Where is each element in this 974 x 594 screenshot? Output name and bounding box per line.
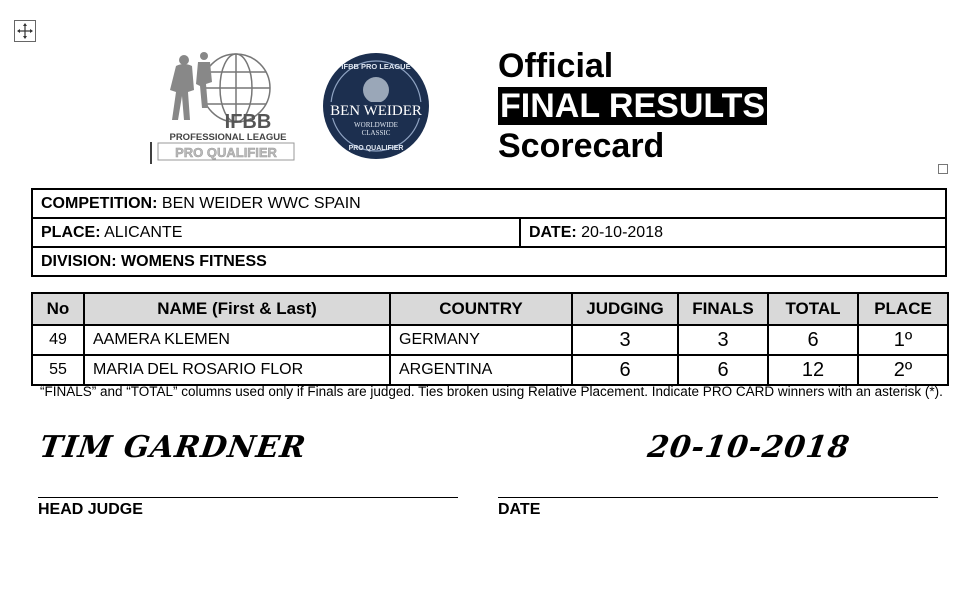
cell-finals: 6 (678, 355, 768, 385)
judge-signature-line (38, 497, 458, 498)
competition-label: COMPETITION: (41, 194, 158, 212)
ben-weider-classic-logo (322, 52, 430, 160)
competition-info-table (31, 188, 947, 277)
place-label: PLACE: (41, 223, 101, 241)
bw-logo-top-text: IFBB PRO LEAGUE (341, 62, 411, 71)
header-total: TOTAL (768, 293, 858, 325)
division-row (32, 247, 946, 276)
cell-total: 12 (768, 355, 858, 385)
date-label: DATE: (529, 223, 577, 241)
division-label: DIVISION: (41, 252, 117, 270)
header-place: PLACE (858, 293, 948, 325)
head-judge-signature: TIM GARDNER (37, 430, 309, 465)
move-handle-icon[interactable] (14, 20, 36, 42)
results-table (31, 292, 949, 386)
bw-logo-bottom-text: PRO QUALIFIER (348, 145, 404, 152)
cell-finals: 3 (678, 325, 768, 355)
title-line-final-results: FINAL RESULTS (500, 87, 766, 125)
cell-country: GERMANY (390, 325, 572, 355)
ifbb-logo-line2: PROFESSIONAL LEAGUE (169, 132, 287, 143)
bw-logo-sub2: CLASSIC (361, 129, 391, 137)
cell-place: 1º (858, 325, 948, 355)
header-finals: FINALS (678, 293, 768, 325)
cell-country: ARGENTINA (390, 355, 572, 385)
competition-row (32, 189, 946, 218)
ifbb-logo-line1: IFBB (224, 111, 272, 133)
division-value: WOMENS FITNESS (121, 252, 267, 270)
header-name: NAME (First & Last) (84, 293, 390, 325)
cell-no: 49 (32, 325, 84, 355)
bw-logo-name: BEN WEIDER (330, 103, 422, 119)
date-caption: DATE (498, 501, 541, 518)
ifbb-pro-qualifier-logo (150, 46, 300, 166)
date-value: 20-10-2018 (581, 223, 663, 241)
table-row (32, 355, 948, 385)
head-judge-caption: HEAD JUDGE (38, 501, 143, 518)
title-line-scorecard: Scorecard (498, 127, 665, 165)
cell-total: 6 (768, 325, 858, 355)
title-line-official: Official (498, 47, 614, 85)
competition-value: BEN WEIDER WWC SPAIN (161, 194, 361, 212)
cell-judging: 3 (572, 325, 678, 355)
results-header-row (32, 293, 948, 325)
header-judging: JUDGING (572, 293, 678, 325)
document-title (498, 46, 767, 166)
bw-logo-sub1: WORLDWIDE (354, 121, 398, 129)
resize-handle-icon[interactable] (938, 164, 948, 174)
place-date-row (32, 218, 946, 247)
cell-no: 55 (32, 355, 84, 385)
table-row (32, 325, 948, 355)
footnote: “FINALS” and “TOTAL” columns used only if Finals are judged. Ties broken using Relative Placement. Indicate PRO CARD winners with an asterisk (*). (40, 384, 943, 399)
header-no: No (32, 293, 84, 325)
cell-name: MARIA DEL ROSARIO FLOR (84, 355, 390, 385)
cell-name: AAMERA KLEMEN (84, 325, 390, 355)
ifbb-logo-line3: PRO QUALIFIER (175, 145, 277, 160)
header-country: COUNTRY (390, 293, 572, 325)
cell-place: 2º (858, 355, 948, 385)
date-signature-line (498, 497, 938, 498)
place-value: ALICANTE (104, 223, 183, 241)
cell-judging: 6 (572, 355, 678, 385)
signed-date: 20-10-2018 (645, 430, 853, 465)
